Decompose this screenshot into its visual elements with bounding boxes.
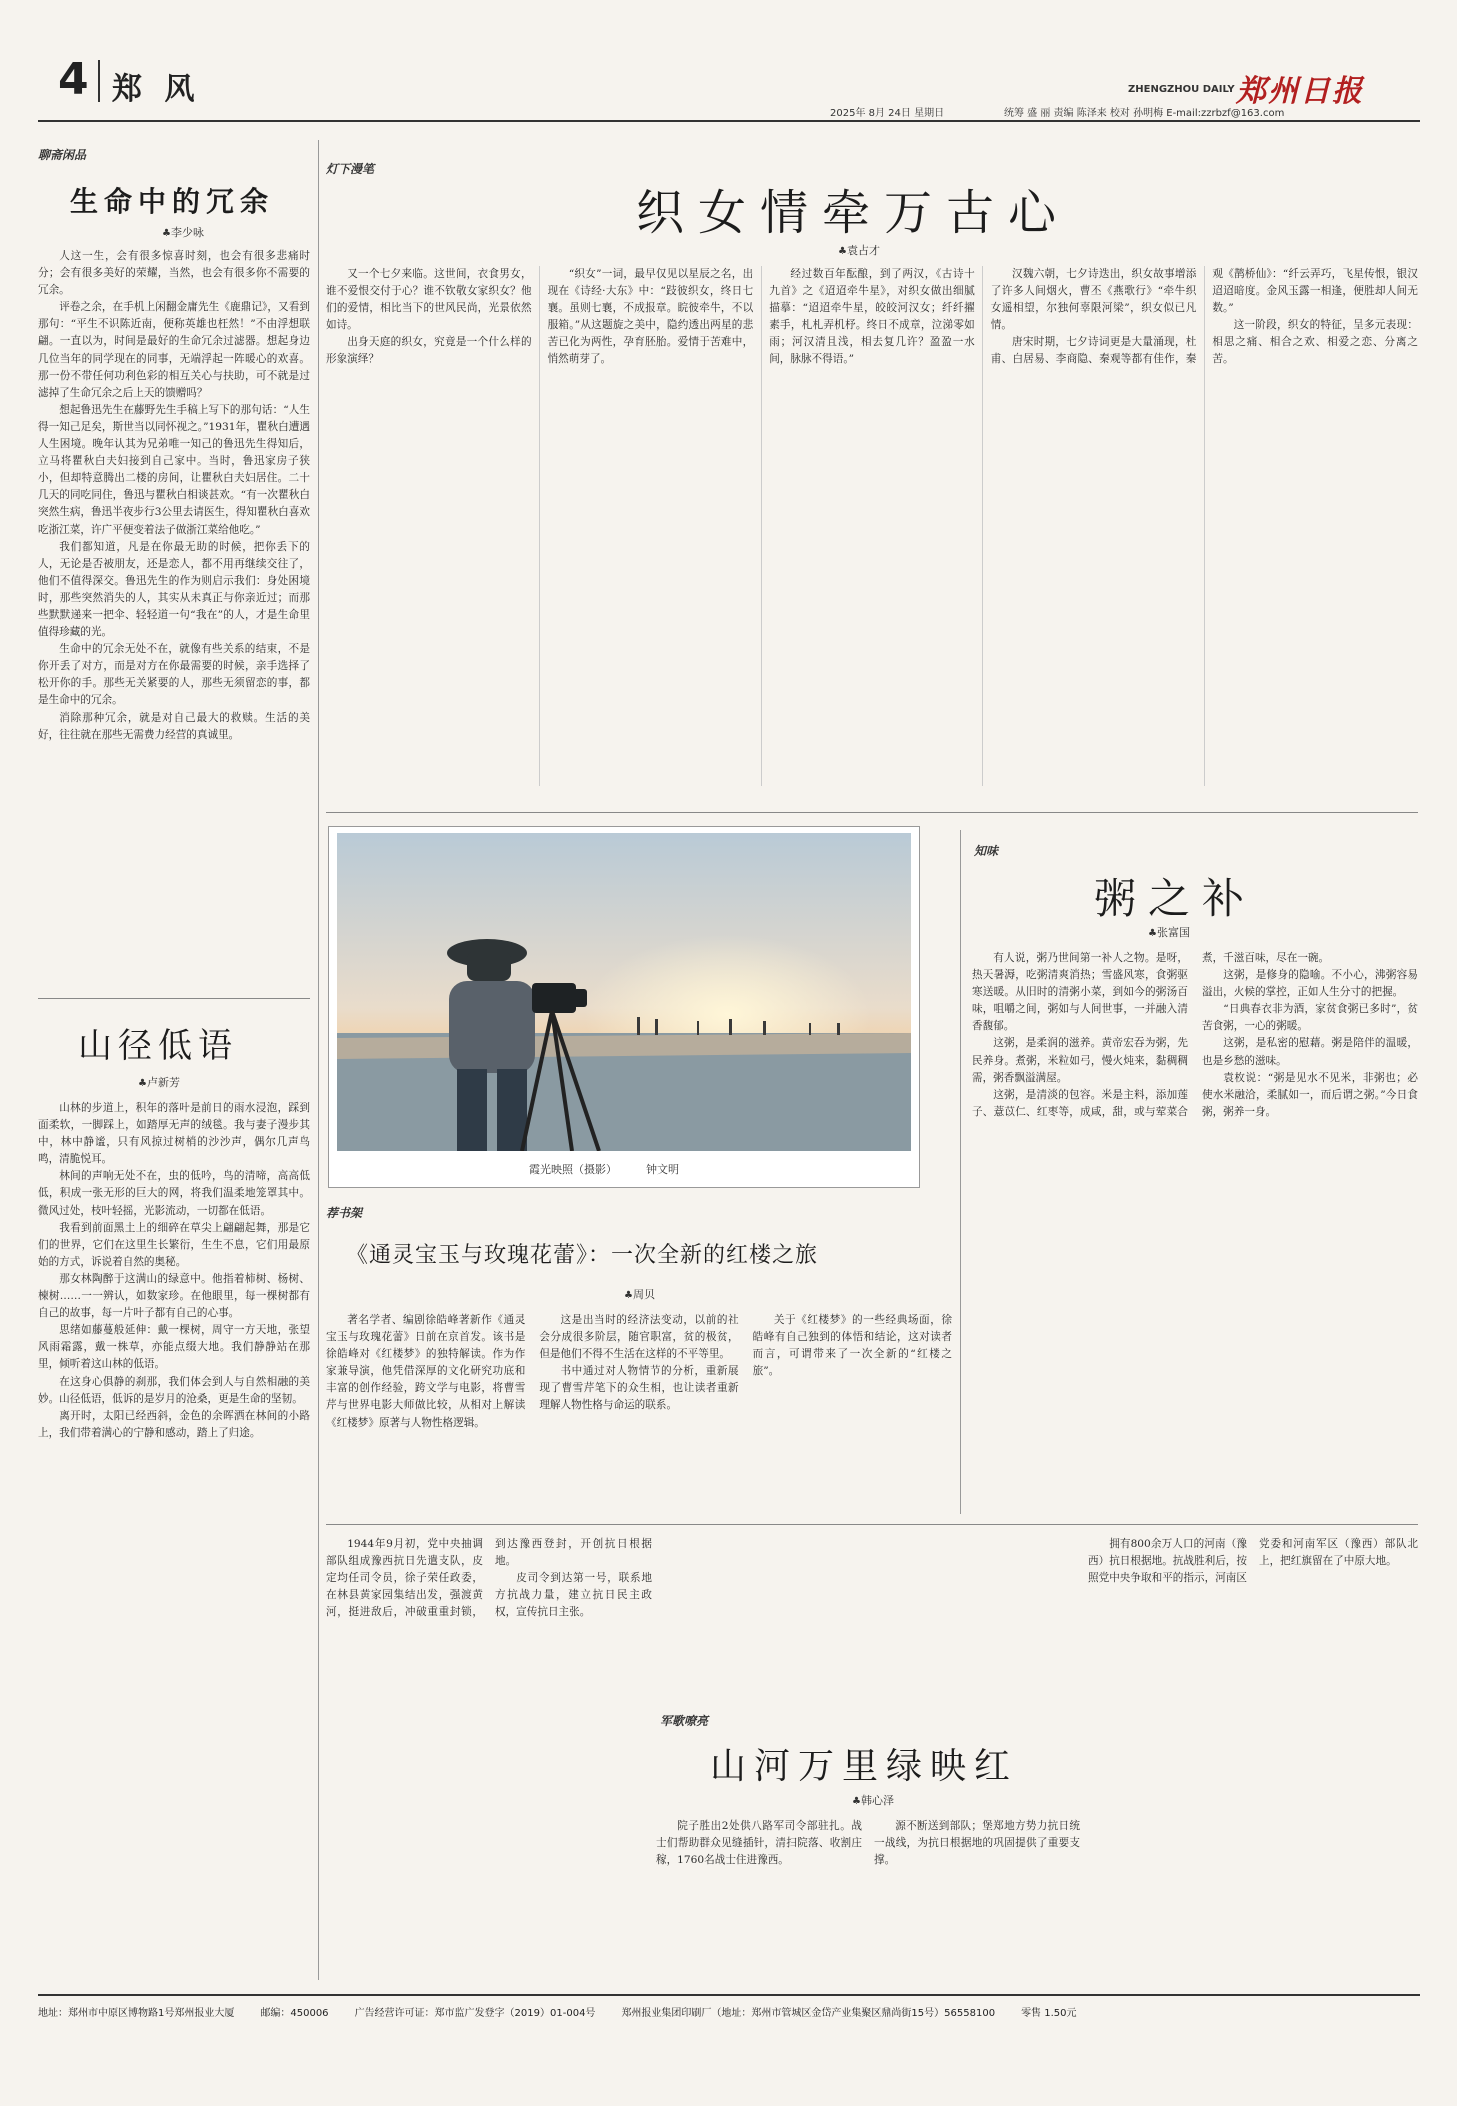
- paragraph: 关于《红楼梦》的一些经典场面，徐皓峰有自己独到的体悟和结论，这对读者而言，可谓带来了一次全新的“红楼之旅”。: [752, 1314, 952, 1378]
- paragraph: 想起鲁迅先生在藤野先生手稿上写下的那句话：“人生得一知己足矣，斯世当以同怀视之。”1931年，瞿秋白遭遇人生困境。晚年认其为兄弟唯一知己的鲁迅先生得知后，立马将瞿秋白夫妇接到自己家中。当时，鲁迅家房子狭小，但却特意腾出二楼的房间，让瞿秋白夫妇居住。二十几天的同吃同住，鲁迅与瞿秋白相谈甚欢。“有一次瞿秋白突然生病，鲁迅半夜步行3公里去请医生，得知瞿秋白喜欢吃浙江菜，许广平便变着法子做浙江菜给他吃。”: [38, 403, 310, 536]
- photo-caption-title: 霞光映照（摄影）: [529, 1163, 617, 1176]
- article-byline: ♣ 周贝: [624, 1286, 655, 1302]
- paragraph: 著名学者、编剧徐皓峰著新作《通灵宝玉与玫瑰花蕾》日前在京首发。该书是徐皓峰对《红楼梦》的独特解读。作为作家兼导演，他凭借深厚的文化研究功底和丰富的创作经验，跨文学与电影，将曹雪芹与世界电影大师做比较，从相对上解读《红楼梦》原著与人物性格逻辑。: [326, 1314, 526, 1429]
- paragraph: 这粥，是柔润的滋养。黄帝宏吞为粥，先民养身。煮粥，米粒如弓，慢火炖来，黏稠稠需，粥香飘溢满屋。: [972, 1037, 1188, 1084]
- footer-license: 广告经营许可证：郑市监广发登字（2019）01-004号: [354, 2008, 596, 2019]
- sunset-photographer-photo: [337, 833, 911, 1151]
- paper-logo: 郑州日报: [1236, 74, 1364, 109]
- date-line: 2025年 8月 24日 星期日: [830, 108, 945, 119]
- footer-postcode: 邮编：450006: [260, 2008, 329, 2019]
- footer-rule: [38, 1994, 1420, 1996]
- paragraph: 生命中的冗余无处不在，就像有些关系的结束，不是你开丢了对方，而是对方在你最需要的时候，亲手选择了松开你的手。那些无关紧要的人，那些无须留恋的事，都是生命中的冗余。: [38, 643, 310, 707]
- paragraph: 在这身心俱静的刹那，我们体会到人与自然相融的美妙。山径低语，低诉的是岁月的沧桑，更是生命的坚韧。: [38, 1375, 310, 1405]
- paragraph: 院子胜出2处供八路军司令部驻扎。战士们帮助群众见缝插针，清扫院落、收割庄稼，1760名战士住进豫西。: [656, 1820, 862, 1867]
- paragraph: 我们都知道，凡是在你最无助的时候，把你丢下的人，无论是否被朋友，还是恋人，都不用再继续交往了，他们不值得深交。鲁迅先生的作为则启示我们：身处困境时，那些突然消失的人，其实从未真正与你亲近过；而那些默默递来一把伞、轻轻道一句“我在”的人，才是生命里值得珍藏的光。: [38, 540, 310, 639]
- divider: [326, 1524, 1418, 1525]
- paragraph: 书中通过对人物情节的分析，重新展现了曹雪芹笔下的众生相，也让读者重新理解人物性格与命运的联系。: [539, 1365, 739, 1412]
- article-title: 《通灵宝玉与玫瑰花蕾》：一次全新的红楼之旅: [346, 1243, 819, 1268]
- paragraph: 这粥，是私密的慰藉。粥是陪伴的温暖，也是乡愁的滋味。: [1202, 1037, 1418, 1067]
- column-divider: [960, 830, 961, 1514]
- article-title: 织女情牵万古心: [636, 185, 1071, 241]
- footer-address: 地址：郑州市中原区博物路1号郑州报业大厦: [38, 2008, 235, 2019]
- section-name: 郑 风: [112, 72, 201, 107]
- header-rule: [38, 120, 1420, 122]
- paragraph: 这是出当时的经济法变动，以前的社会分成很多阶层，随官职富，贫的极贫，但是他们不得不生活在这样的不平等里。: [539, 1314, 739, 1361]
- photo-frame: [328, 826, 920, 1188]
- paragraph: 有人说，粥乃世间第一补人之物。是呀，热天暑溽，吃粥清爽消热；雪盛风寒，食粥驱寒送暖。从旧时的清粥小菜，到如今的粥汤百味，咀嚼之间，粥如与人间世事，一并融入清香馥郁。: [972, 952, 1188, 1033]
- column-label: 荐书架: [326, 1206, 363, 1220]
- staff-line: 统筹 盛 丽 责编 陈泽来 校对 孙明梅 E-mail:zzrbzf@163.com: [1004, 108, 1285, 119]
- page-number: 4: [58, 54, 89, 105]
- paragraph: 又一个七夕来临。这世间，衣食男女，谁不爱恨交付于心？谁不钦敬女家织女？他们的爱情，相比当下的世风民尚，光景依然如诗。: [326, 268, 532, 332]
- article-byline: ♣ 韩心泽: [852, 1792, 894, 1808]
- article-byline: ♣ 卢新芳: [138, 1074, 180, 1090]
- paragraph: 出身天庭的织女，究竟是一个什么样的形象演绎？: [326, 336, 532, 366]
- article-body: [656, 1818, 1080, 1982]
- page-header: [0, 0, 1457, 118]
- column-label: 知味: [974, 844, 999, 858]
- divider: [38, 998, 310, 999]
- paragraph: 1944年9月初，党中央抽调部队组成豫西抗日先遣支队，皮定均任司令员，徐子荣任政委，在林县黄家园集结出发，强渡黄河，挺进敌后，冲破重重封锁，到达豫西登封，开创抗日根据地。: [326, 1538, 652, 1619]
- paragraph: 思绪如藤蔓般延伸：戴一棵树，周守一方天地，张望风雨霜露，戴一株草，亦能点缀大地。我们静静站在那里，倾听着这山林的低语。: [38, 1324, 310, 1371]
- paragraph: 山林的步道上，积年的落叶是前日的雨水浸泡，踩到面柔软，一脚踩上，如踏厚无声的绒毯。我与妻子漫步其中，林中静谧，只有风掠过树梢的沙沙声，偶尔几声鸟鸣，清脆悦耳。: [38, 1102, 310, 1166]
- paragraph: “织女”一词，最早仅见以星辰之名，出现在《诗经·大东》中：“跂彼织女，终日七襄。虽则七襄，不成报章。睆彼牵牛，不以服箱。”从这题旋之美中，隐约透出两星的悲苦已化为两性，孕育胚胎。爱情于苦难中，悄然萌芽了。: [547, 268, 754, 366]
- column-label: 聊斋闲品: [38, 148, 87, 162]
- article-byline: ♣ 张富国: [1148, 924, 1190, 940]
- article-title: 山径低语: [78, 1026, 238, 1066]
- paragraph: 这粥，是清淡的包容。米是主料，添加莲子、薏苡仁、红枣等，成咸，甜，或与荤菜合煮，千滋百味，尽在一碗。: [972, 952, 1330, 1118]
- paragraph: 那女林陶醉于这满山的绿意中。他指着柿树、杨树、楝树……一一辨认，如数家珍。在他眼里，每一棵树都有自己的故事，每一片叶子都有自己的心事。: [38, 1272, 310, 1320]
- column-divider: [318, 140, 319, 1980]
- article-title: 生命中的冗余: [70, 185, 275, 218]
- paragraph: 这一阶段，织女的特征，呈多元表现：相思之痛、相合之欢、相爱之恋、分离之苦。: [1212, 319, 1418, 366]
- photo-caption-author: 钟文明: [646, 1163, 679, 1176]
- paragraph: 我看到前面黑土上的细碎在草尖上翩翩起舞，那是它们的世界，它们在这里生长繁衍，生生不息，它们用最原始的方式，诉说着自然的奥秘。: [38, 1221, 310, 1268]
- article-title: 粥之补: [1094, 874, 1257, 923]
- article-body: [326, 266, 1418, 786]
- paragraph: “日典春衣非为酒，家贫食粥已多时”，贫苦食粥，一心的粥暖。: [1202, 1003, 1418, 1033]
- article-body: [38, 1100, 310, 1980]
- article-body: [326, 1536, 652, 1982]
- article-body: [38, 248, 310, 988]
- footer-price: 零售 1.50元: [1021, 2008, 1077, 2019]
- paragraph: 袁枚说：“粥是见水不见米，非粥也；必使水米融洽，柔腻如一，而后谓之粥。”今日食粥，粥养一身。: [1202, 1071, 1418, 1118]
- divider: [326, 812, 1418, 813]
- article-title: 山河万里绿映红: [710, 1746, 1019, 1787]
- article-byline: ♣ 李少咏: [162, 224, 204, 240]
- paragraph: 唐宋时期，七夕诗词更是大量涌现，杜甫、白居易、李商隐、秦观等都有佳作，秦观《鹊桥仙》：“纤云弄巧，飞星传恨，银汉迢迢暗度。金风玉露一相逢，便胜却人间无数。”: [990, 268, 1418, 366]
- paragraph: 人这一生，会有很多惊喜时刻，也会有很多悲痛时分；会有很多美好的荣耀，当然，也会有很多你不需要的冗余。: [38, 250, 310, 297]
- paper-english-name: ZHENGZHOU DAILY: [1128, 84, 1235, 95]
- footer-printer: 郑州报业集团印刷厂（地址：郑州市管城区金岱产业集聚区鼎尚街15号）56558100: [621, 2008, 996, 2019]
- paragraph: 源不断送到部队；堡郑地方势力抗日统一战线，为抗日根据地的巩固提供了重要支撑。: [874, 1820, 1080, 1867]
- column-label: 灯下漫笔: [326, 162, 375, 176]
- paragraph: 拥有800余万人口的河南（豫西）抗日根据地。抗战胜利后，按照党中央争取和平的指示，河南区党委和河南军区（豫西）部队北上，把红旗留在了中原大地。: [1088, 1538, 1418, 1585]
- article-body: [326, 1312, 952, 1512]
- article-byline: ♣ 袁占才: [838, 242, 880, 258]
- paragraph: 消除那种冗余，就是对自己最大的救赎。生活的美好，往往就在那些无需费力经营的真诚里。: [38, 711, 310, 741]
- paragraph: 评卷之余，在手机上闲翻金庸先生《鹿鼎记》，又看到那句：“平生不识陈近南，便称英雄也枉然！”不由浮想联翩。一直以为，时间是最好的生命冗余过滤器。想起身边几位当年的同学现在的同事，无端浮起一阵暖心的欢喜。那一份不带任何功利色彩的相互关心与扶助，可不就是过滤掉了生命冗余之后上天的馈赠吗？: [38, 301, 310, 399]
- paragraph: 林间的声响无处不在，虫的低吟，鸟的清啼，高高低低，积成一张无形的巨大的网，将我们温柔地笼罩其中。微风过处，枝叶轻摇，光影流动，一切都在低语。: [38, 1170, 310, 1217]
- paragraph: 这粥，是修身的隐喻。不小心，沸粥容易溢出，火候的掌控，正如人生分寸的把握。: [1202, 969, 1418, 999]
- paragraph: 经过数百年酝酿，到了两汉，《古诗十九首》之《迢迢牵牛星》，对织女做出细腻描摹：“迢迢牵牛星，皎皎河汉女；纤纤擢素手，札札弄机杼。终日不成章，泣涕零如雨；河汉清且浅，相去复几许？盈盈一水间，脉脉不得语。”: [769, 268, 975, 366]
- article-body: [1088, 1536, 1418, 1982]
- column-label: 军歌嘹亮: [660, 1714, 709, 1728]
- paragraph: 皮司令到达第一号，联系地方抗战力量，建立抗日民主政权，宣传抗日主张。: [495, 1572, 652, 1619]
- paragraph: 汉魏六朝，七夕诗迭出，织女故事增添了许多人间烟火，曹丕《燕歌行》“牵牛织女遥相望，尔独何辜限河梁”，织女似已凡情。: [990, 268, 1197, 332]
- footer: [38, 2004, 1420, 2024]
- paragraph: 离开时，太阳已经西斜，金色的余晖洒在林间的小路上，我们带着满心的宁静和感动，踏上了归途。: [38, 1409, 310, 1439]
